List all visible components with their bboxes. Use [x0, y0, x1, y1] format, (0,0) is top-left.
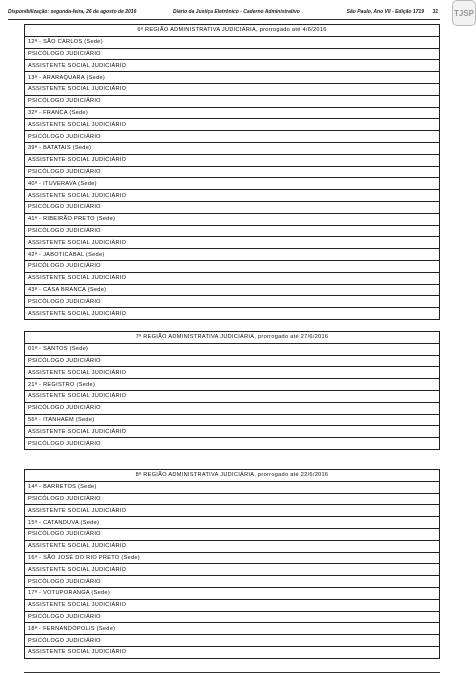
table-row: [25, 95, 440, 107]
table-cell: ASSISTENTE SOCIAL JUDICIÁRIO: [25, 540, 440, 552]
table-row: [25, 528, 440, 540]
table-cell: PSICÓLOGO JUDICIÁRIO: [25, 95, 440, 107]
table-cell: ASSISTENTE SOCIAL JUDICIÁRIO: [25, 237, 440, 249]
table-cell: ASSISTENTE SOCIAL JUDICIÁRIO: [25, 190, 440, 202]
table-cell: ASSISTENTE SOCIAL JUDICIÁRIO: [25, 83, 440, 95]
journal-name: Diário da Justiça Eletrônico - Caderno Administrativo: [173, 9, 300, 15]
table-row: [25, 343, 440, 355]
table-cell: ASSISTENTE SOCIAL JUDICIÁRIO: [25, 505, 440, 517]
region-table-body: [25, 25, 440, 320]
table-cell: PSICÓLOGO JUDICIÁRIO: [25, 576, 440, 588]
table-row: [25, 178, 440, 190]
table-row: [25, 272, 440, 284]
table-row: [25, 623, 440, 635]
table-row: [25, 72, 440, 84]
table-cell: PSICÓLOGO JUDICIÁRIO: [25, 260, 440, 272]
table-row: [25, 119, 440, 131]
table-row: [25, 438, 440, 450]
region-table-8: [24, 469, 440, 659]
region-table-6: [24, 24, 440, 320]
table-row: [25, 131, 440, 143]
table-cell: 17ª - VOTUPORANGA (Sede): [25, 587, 440, 599]
table-row: [25, 201, 440, 213]
table-row: [25, 414, 440, 426]
table-cell: ASSISTENTE SOCIAL JUDICIÁRIO: [25, 154, 440, 166]
table-cell: 41ª - RIBEIRÃO PRETO (Sede): [25, 213, 440, 225]
table-cell: PSICÓLOGO JUDICIÁRIO: [25, 402, 440, 414]
table-cell: PSICÓLOGO JUDICIÁRIO: [25, 166, 440, 178]
table-row: [25, 481, 440, 493]
edition-info: São Paulo, Ano VII - Edição 1719: [346, 9, 424, 15]
table-cell: PSICÓLOGO JUDICIÁRIO: [25, 355, 440, 367]
table-row: [25, 213, 440, 225]
table-row: [25, 493, 440, 505]
table-cell: ASSISTENTE SOCIAL JUDICIÁRIO: [25, 426, 440, 438]
table-cell: PSICÓLOGO JUDICIÁRIO: [25, 225, 440, 237]
table-row: [25, 646, 440, 658]
table-row: [25, 154, 440, 166]
region-title: 7ª REGIÃO ADMINISTRATIVA JUDICIÁRIA, prorrogado até 27/6/2016: [25, 332, 440, 344]
table-cell: ASSISTENTE SOCIAL JUDICIÁRIO: [25, 119, 440, 131]
table-row: [25, 48, 440, 60]
table-cell: 16ª - SÃO JOSÉ DO RIO PRETO (Sede): [25, 552, 440, 564]
table-cell: PSICÓLOGO JUDICIÁRIO: [25, 611, 440, 623]
table-row: [25, 599, 440, 611]
table-cell: PSICÓLOGO JUDICIÁRIO: [25, 528, 440, 540]
table-cell: ASSISTENTE SOCIAL JUDICIÁRIO: [25, 564, 440, 576]
table-cell: PSICÓLOGO JUDICIÁRIO: [25, 493, 440, 505]
table-cell: ASSISTENTE SOCIAL JUDICIÁRIO: [25, 367, 440, 379]
table-row: [25, 552, 440, 564]
table-row: [25, 142, 440, 154]
table-cell: 40ª - ITUVERAVA (Sede): [25, 178, 440, 190]
table-cell: 21ª - REGISTRO (Sede): [25, 379, 440, 391]
table-row: [25, 296, 440, 308]
table-cell: 18ª - FERNANDÓPOLIS (Sede): [25, 623, 440, 635]
table-cell: PSICÓLOGO JUDICIÁRIO: [25, 131, 440, 143]
table-cell: ASSISTENTE SOCIAL JUDICIÁRIO: [25, 272, 440, 284]
region-table-body: [25, 470, 440, 659]
table-cell: 01ª - SANTOS (Sede): [25, 343, 440, 355]
table-cell: 14ª - BARRETOS (Sede): [25, 481, 440, 493]
region-table-7: [24, 331, 440, 450]
table-row: [25, 355, 440, 367]
table-cell: PSICÓLOGO JUDICIÁRIO: [25, 438, 440, 450]
table-cell: PSICÓLOGO JUDICIÁRIO: [25, 201, 440, 213]
table-row: [25, 576, 440, 588]
table-row: [25, 107, 440, 119]
table-row: [25, 611, 440, 623]
table-cell: PSICÓLOGO JUDICIÁRIO: [25, 296, 440, 308]
table-cell: PSICÓLOGO JUDICIÁRIO: [25, 48, 440, 60]
table-cell: ASSISTENTE SOCIAL JUDICIÁRIO: [25, 308, 440, 320]
table-cell: 42ª - JABOTICABAL (Sede): [25, 249, 440, 261]
table-row: [25, 367, 440, 379]
table-row: [25, 587, 440, 599]
table-row: [25, 284, 440, 296]
table-title-row: [25, 25, 440, 37]
table-row: [25, 60, 440, 72]
table-cell: 56ª - ITANHAÉM (Sede): [25, 414, 440, 426]
table-cell: 13ª - ARARAQUARA (Sede): [25, 72, 440, 84]
table-row: [25, 237, 440, 249]
table-row: [25, 36, 440, 48]
table-cell: 32ª - FRANCA (Sede): [25, 107, 440, 119]
publication-date: Disponibilização: segunda-feira, 26 de agosto de 2016: [8, 9, 137, 15]
table-cell: ASSISTENTE SOCIAL JUDICIÁRIO: [25, 390, 440, 402]
table-cell: ASSISTENTE SOCIAL JUDICIÁRIO: [25, 599, 440, 611]
table-row: [25, 190, 440, 202]
footer-divider: [24, 672, 440, 673]
table-cell: ASSISTENTE SOCIAL JUDICIÁRIO: [25, 646, 440, 658]
tjsp-seal-logo: [452, 0, 476, 26]
table-row: [25, 517, 440, 529]
table-cell: ASSISTENTE SOCIAL JUDICIÁRIO: [25, 60, 440, 72]
table-row: [25, 635, 440, 647]
page-number: 31: [432, 9, 438, 15]
table-row: [25, 426, 440, 438]
table-row: [25, 564, 440, 576]
table-row: [25, 308, 440, 320]
table-row: [25, 260, 440, 272]
header-divider: [8, 19, 440, 20]
table-title-row: [25, 470, 440, 482]
table-row: [25, 249, 440, 261]
table-cell: 15ª - CATANDUVA (Sede): [25, 517, 440, 529]
table-cell: PSICÓLOGO JUDICIÁRIO: [25, 635, 440, 647]
region-table-body: [25, 332, 440, 450]
region-title: 6ª REGIÃO ADMINISTRATIVA JUDICIÁRIA, prorrogado até 4/6/2016: [25, 25, 440, 37]
table-row: [25, 166, 440, 178]
table-row: [25, 390, 440, 402]
table-row: [25, 540, 440, 552]
table-title-row: [25, 332, 440, 344]
page-header: [8, 5, 438, 17]
table-row: [25, 402, 440, 414]
table-cell: 39ª - BATATAIS (Sede): [25, 142, 440, 154]
table-cell: 43ª - CASA BRANCA (Sede): [25, 284, 440, 296]
table-row: [25, 379, 440, 391]
seal-text: TJSP: [453, 8, 474, 18]
table-row: [25, 83, 440, 95]
table-cell: 12ª - SÃO CARLOS (Sede): [25, 36, 440, 48]
region-title: 8ª REGIÃO ADMINISTRATIVA JUDICIÁRIA, prorrogado até 22/6/2016: [25, 470, 440, 482]
table-row: [25, 505, 440, 517]
table-row: [25, 225, 440, 237]
